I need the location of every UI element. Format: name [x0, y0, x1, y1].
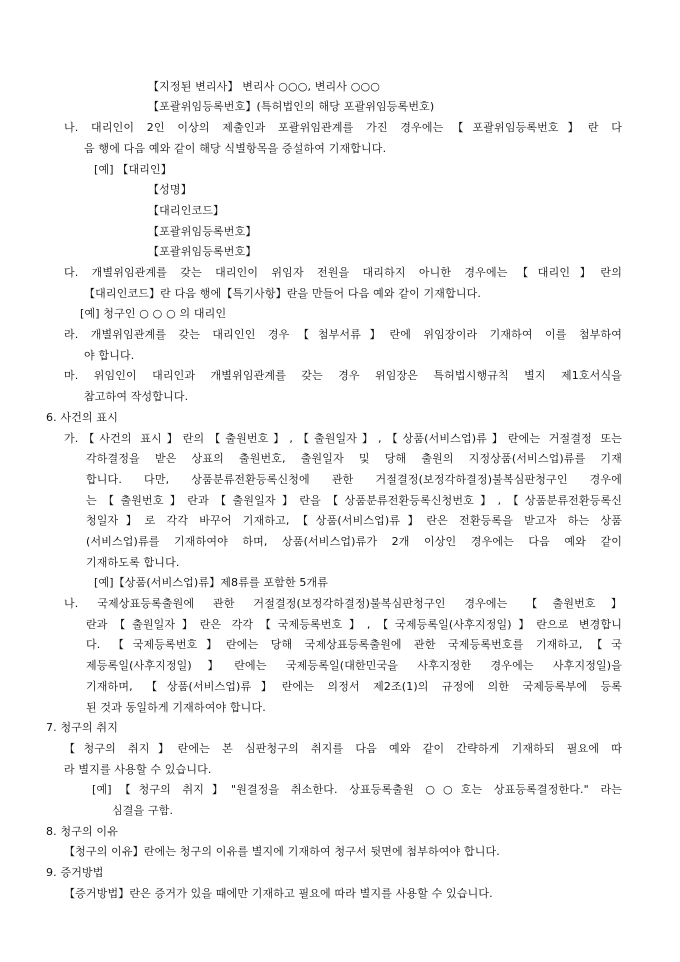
- text-line: 【포괄위임등록번호】: [148, 245, 257, 258]
- text-line: 【청구의 취지】란에는 본 심판청구의 취지를 다음 예와 같이 간략하게 기재하되 필요에 따: [64, 742, 622, 755]
- text-line: 된 것과 동일하게 기재하여야 합니다.: [86, 701, 266, 714]
- text-line: [예] 【대리인】: [94, 163, 172, 176]
- text-line: 기재하며, 【상품(서비스업)류】란에는 의정서 제2조(1)의 규정에 의한 국제등록부에 등록: [86, 680, 622, 693]
- text-line: 기재하도록 합니다.: [86, 556, 180, 569]
- text-line: 나. 국제상표등록출원에 관한 거절결정(보정각하결정)불복심판청구인 경우에는 【출원번호】: [64, 597, 622, 610]
- text-line: 합니다. 다만, 상품분류전환등록신청에 관한 거절결정(보정각하결정)불복심판청구인 경우에: [86, 473, 622, 486]
- text-line: 【대리인코드】란 다음 행에【특기사항】란을 만들어 다음 예와 같이 기재합니다.: [84, 287, 482, 300]
- text-line: 라 별지를 사용할 수 있습니다.: [64, 763, 212, 776]
- text-line: 가.【사건의 표시】란의【출원번호】,【출원일자】,【상품(서비스업)류】란에는 거절결정 또는: [64, 432, 622, 445]
- text-line: 다. 【국제등록번호】란에는 당해 국제상표등록출원에 관한 국제등록번호를 기재하고,【국: [86, 638, 622, 651]
- text-line: 【증거방법】란은 증거가 있을 때에만 기재하고 필요에 따라 별지를 사용할 수 있습니다.: [64, 887, 493, 900]
- text-line: 나. 대리인이 2인 이상의 제출인과 포괄위임관계를 가진 경우에는【포괄위임등록번호】란 다: [64, 121, 622, 134]
- text-line: 【지정된 변리사】 변리사 ○○○, 변리사 ○○○: [148, 80, 380, 93]
- text-line: 【청구의 이유】란에는 청구의 이유를 별지에 기재하여 청구서 뒷면에 첨부하여야 합니다.: [64, 845, 500, 858]
- text-line: 【포괄위임등록번호】(특허법인의 해당 포괄위임등록번호): [148, 100, 435, 113]
- text-line: 【성명】: [148, 183, 192, 196]
- text-line: 마. 위임인이 대리인과 개별위임관계를 갖는 경우 위임장은 특허법시행규칙 별지 제1호서식을: [64, 369, 622, 382]
- text-line: 제등록일(사후지정일)】란에는 국제등록일(대한민국을 사후지정한 경우에는 사후지정일)을: [86, 659, 622, 672]
- text-line: 란과【출원일자】란은 각각【국제등록번호】,【국제등록일(사후지정일)】란으로 변경합니: [86, 618, 622, 631]
- text-line: 심결을 구함.: [112, 804, 174, 817]
- text-line: 【대리인코드】: [148, 204, 225, 217]
- section-heading: 8. 청구의 이유: [46, 825, 118, 838]
- section-heading: 9. 증거방법: [46, 866, 104, 879]
- text-line: 는【출원번호】란과【출원일자】란을【상품분류전환등록신청번호】,【상품분류전환등록신: [86, 494, 622, 507]
- text-line: 청일자】로 각각 바꾸어 기재하고,【상품(서비스업)류】란은 전환등록을 받고자 하는 상품: [86, 514, 622, 527]
- text-line: 참고하여 작성합니다.: [84, 390, 189, 403]
- text-line: 【포괄위임등록번호】: [148, 225, 257, 238]
- text-line: (서비스업)류를 기재하여야 하며, 상품(서비스업)류가 2개 이상인 경우에는 다음 예와 같이: [86, 535, 622, 548]
- text-line: 라. 개별위임관계를 갖는 대리인인 경우【첨부서류】란에 위임장이라 기재하여 이를 첨부하여: [64, 328, 622, 341]
- text-line: [예]【상품(서비스업)류】제8류를 포함한 5개류: [94, 576, 329, 589]
- text-line: 야 합니다.: [84, 349, 135, 362]
- section-heading: 7. 청구의 취지: [46, 721, 118, 734]
- section-heading: 6. 사건의 표시: [46, 411, 118, 424]
- text-line: 각하결정을 받은 상표의 출원번호, 출원일자 및 당해 출원의 지정상품(서비스업)류를 기재: [86, 452, 622, 465]
- text-line: [예] 청구인 ○ ○ ○ 의 대리인: [80, 307, 227, 320]
- text-line: 다. 개별위임관계를 갖는 대리인이 위임자 전원을 대리하지 아니한 경우에는【대리인】란의: [64, 266, 622, 279]
- text-line: [예]【청구의 취지】"원결정을 취소한다. 상표등록출원 ○○호는 상표등록결정한다." 라는: [92, 783, 622, 796]
- text-line: 음 행에 다음 예와 같이 해당 식별항목을 증설하여 기재합니다.: [84, 142, 387, 155]
